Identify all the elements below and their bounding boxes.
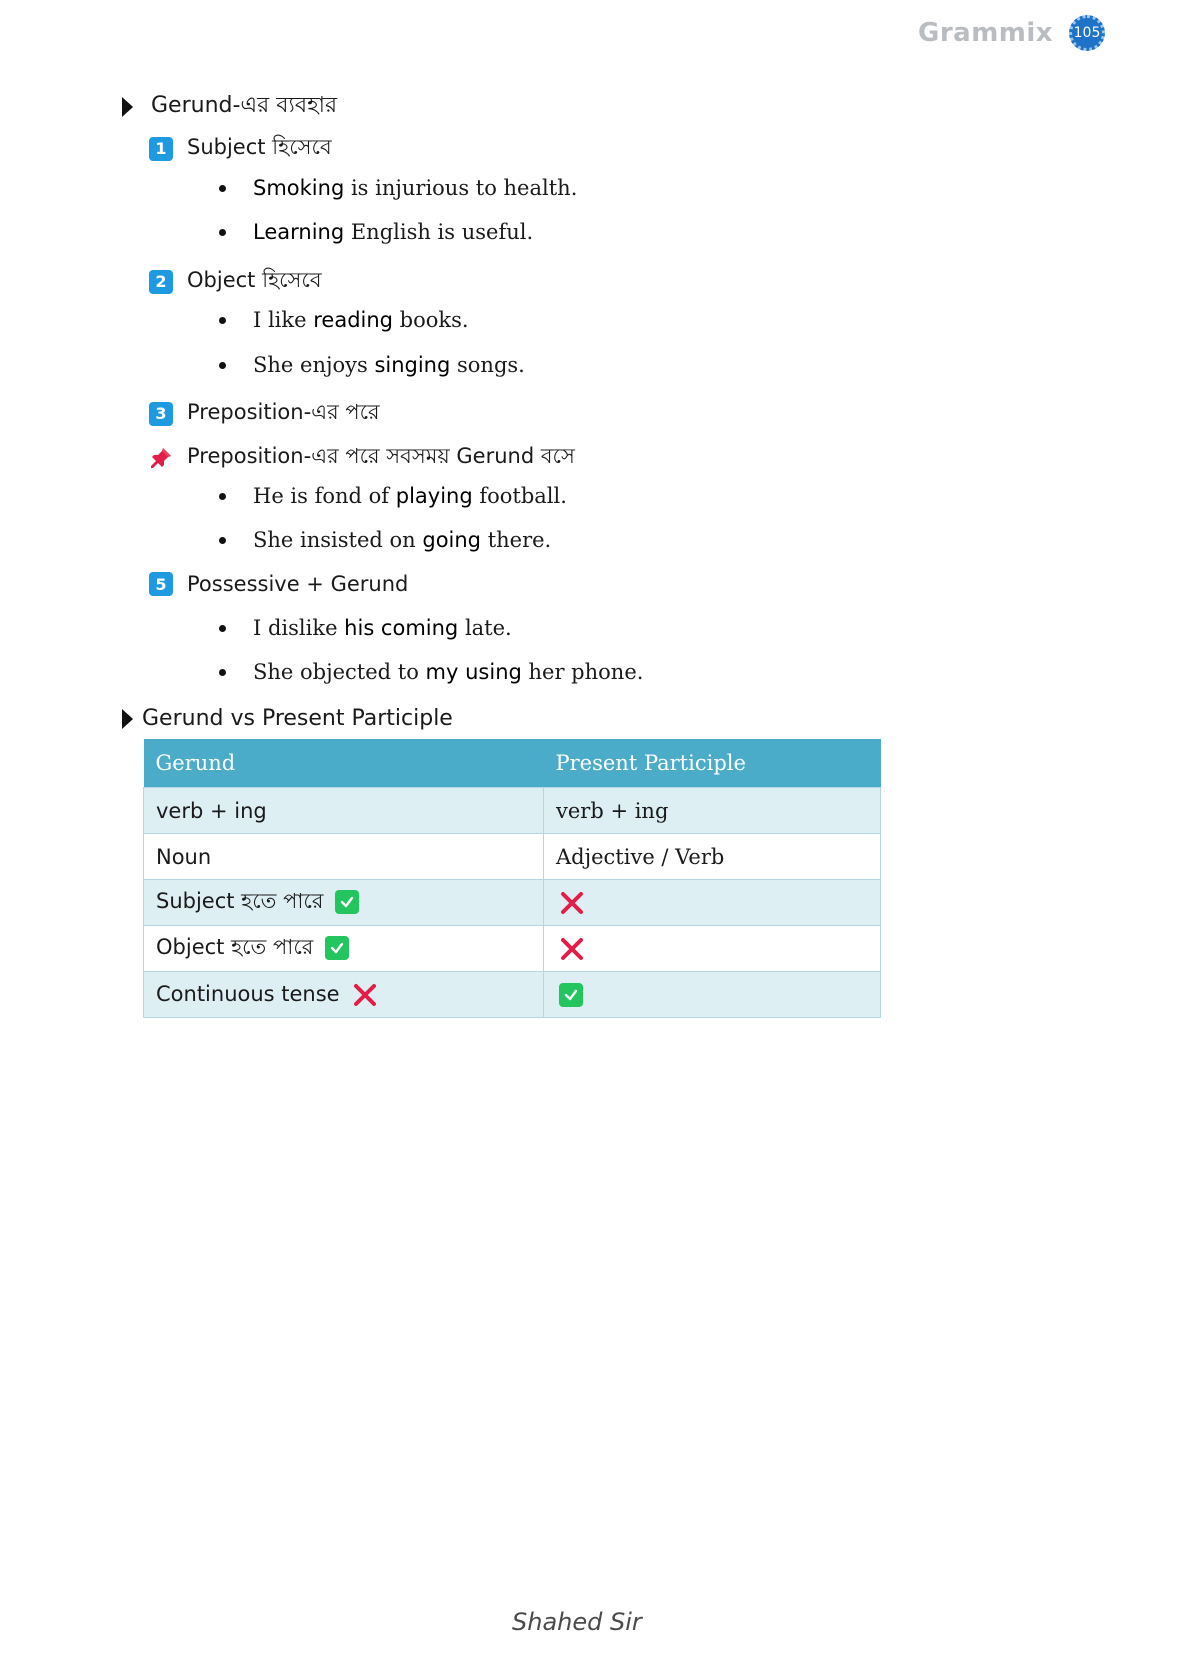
example-keyword: my using — [425, 660, 522, 684]
triangle-bullet-icon — [122, 709, 133, 729]
bullet-icon — [219, 669, 226, 676]
list-item — [219, 353, 525, 377]
subheading-2 — [149, 264, 322, 299]
comparison-table — [143, 739, 881, 1018]
example-text: there. — [481, 528, 552, 552]
list-item — [219, 308, 469, 332]
example-keyword: Smoking — [253, 176, 345, 200]
cell-text: Object হতে পারে — [156, 935, 314, 959]
cross-icon — [559, 890, 585, 916]
section-heading-gerund-usage — [122, 88, 337, 125]
cell-text: Continuous tense — [156, 981, 340, 1006]
section-title: Gerund vs Present Participle — [142, 706, 453, 731]
subheading-pin — [149, 440, 575, 475]
pin-icon — [149, 446, 173, 470]
table-row — [144, 834, 881, 880]
example-text: She objected to — [253, 660, 426, 684]
subheading-5 — [149, 572, 408, 596]
number-3-icon: 3 — [149, 402, 173, 426]
table-header-row — [144, 739, 881, 788]
example-text: songs. — [450, 353, 525, 377]
list-item — [219, 484, 567, 508]
table-row — [144, 972, 881, 1018]
number-5-icon: 5 — [149, 572, 173, 596]
cross-icon — [352, 982, 378, 1008]
subheading-3 — [149, 396, 380, 431]
example-keyword: reading — [313, 308, 393, 332]
check-icon — [335, 890, 359, 914]
table-cell — [544, 880, 881, 926]
subheading-label: Preposition-এর পরে সবসময় Gerund বসে — [187, 444, 575, 468]
table-cell — [144, 972, 544, 1018]
page-number-badge: 105 — [1069, 15, 1105, 51]
list-item — [219, 660, 643, 684]
table-cell: Adjective / Verb — [544, 834, 881, 880]
bullet-icon — [219, 317, 226, 324]
subheading-label: Object হিসেবে — [187, 268, 322, 292]
triangle-bullet-icon — [122, 97, 133, 117]
example-text: her phone. — [521, 660, 644, 684]
brand-logo: Grammix — [918, 18, 1054, 48]
list-item — [219, 616, 512, 640]
subheading-label: Possessive + Gerund — [187, 572, 409, 596]
example-text: I like — [253, 308, 314, 332]
table-cell — [544, 926, 881, 972]
example-text: She enjoys — [253, 353, 375, 377]
number-1-icon: 1 — [149, 137, 173, 161]
table-row — [144, 880, 881, 926]
example-keyword: singing — [374, 353, 451, 377]
bullet-icon — [219, 185, 226, 192]
column-header-gerund: Gerund — [144, 739, 544, 788]
example-text: He is fond of — [253, 484, 396, 508]
cross-icon — [559, 936, 585, 962]
example-text: I dislike — [253, 616, 345, 640]
bullet-icon — [219, 229, 226, 236]
example-text: She insisted on — [253, 528, 423, 552]
table-row — [144, 926, 881, 972]
list-item — [219, 220, 533, 244]
example-keyword: playing — [395, 484, 473, 508]
example-text: is injurious to health. — [344, 176, 578, 200]
example-keyword: his coming — [344, 616, 459, 640]
example-text: late. — [458, 616, 512, 640]
example-text: books. — [393, 308, 469, 332]
list-item — [219, 528, 551, 552]
table-cell — [144, 926, 544, 972]
check-icon — [325, 936, 349, 960]
example-keyword: Learning — [253, 220, 345, 244]
bullet-icon — [219, 537, 226, 544]
subheading-label: Preposition-এর পরে — [187, 400, 380, 424]
check-icon — [559, 983, 583, 1007]
column-header-participle: Present Participle — [544, 739, 881, 788]
example-text: football. — [472, 484, 567, 508]
example-text: English is useful. — [344, 220, 534, 244]
subheading-label: Subject হিসেবে — [187, 135, 332, 159]
author-signature: Shahed Sir — [512, 1608, 642, 1636]
number-2-icon: 2 — [149, 270, 173, 294]
bullet-icon — [219, 625, 226, 632]
bullet-icon — [219, 362, 226, 369]
table-cell: Noun — [144, 834, 544, 880]
table-row — [144, 788, 881, 834]
table-cell: verb + ing — [544, 788, 881, 834]
section-title: Gerund-এর ব্যবহার — [151, 93, 338, 118]
subheading-1 — [149, 131, 332, 166]
section-heading-comparison — [122, 706, 453, 731]
table-cell: verb + ing — [144, 788, 544, 834]
bullet-icon — [219, 493, 226, 500]
table-cell — [544, 972, 881, 1018]
cell-text: Subject হতে পারে — [156, 889, 324, 913]
table-cell — [144, 880, 544, 926]
example-keyword: going — [422, 528, 482, 552]
list-item — [219, 176, 577, 200]
